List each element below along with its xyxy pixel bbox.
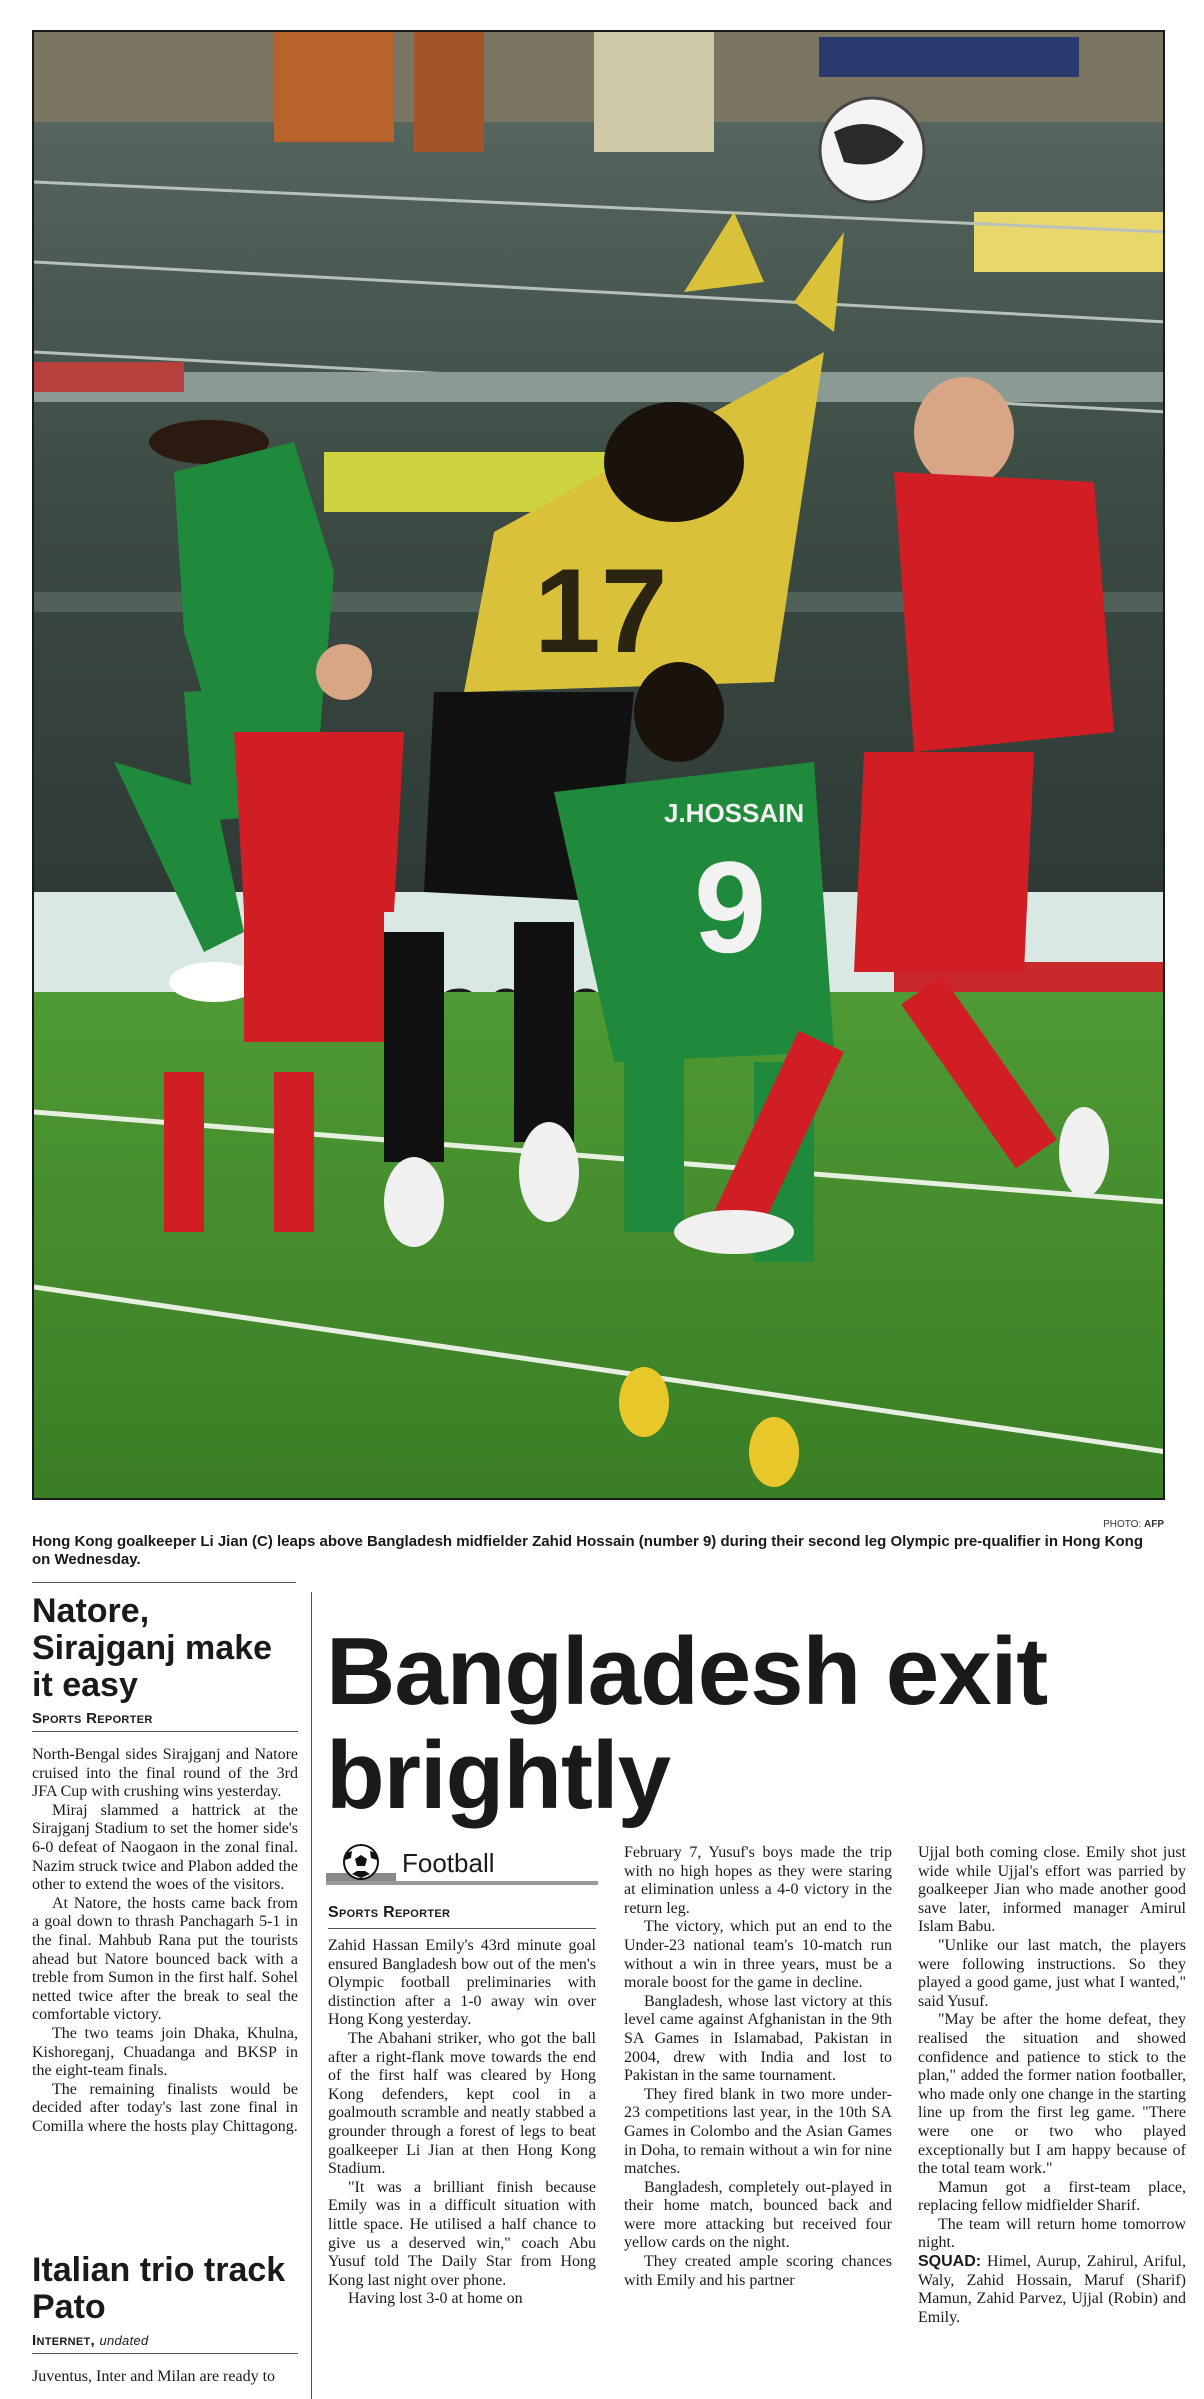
column-body bbox=[918, 1844, 1186, 2327]
paragraph: Bangladesh, completely out-played in their home match, bounced back and were more attacking but received four yellow cards on the night. bbox=[624, 2178, 892, 2252]
headline-line: Bangladesh exit bbox=[326, 1618, 1048, 1725]
sidebar-byline: Internet, undated bbox=[32, 2332, 149, 2349]
kicker-rule bbox=[326, 1881, 598, 1885]
paragraph: The remaining finalists would be decided after today's last zone final in Comilla where the hosts play Chittagong. bbox=[32, 2080, 298, 2135]
squad-list: SQUAD: Himel, Aurup, Zahirul, Ariful, Waly, Zahid Hossain, Maruf (Sharif) Mamun, Zahid Parvez, Ujjal (Robin) and Emily. bbox=[918, 2253, 1187, 2326]
paragraph: "May be after the home defeat, they realised the situation and showed confidence and patience to stick to the plan," added the former nation footballer, who made only one change in the starting line up from the first leg game. "There were one or two who played exceptionally but I am happy because of the total team work." bbox=[918, 2011, 1186, 2178]
section-kicker bbox=[326, 1843, 598, 1883]
main-column-1 bbox=[328, 1904, 596, 2309]
keeper-number: 17 bbox=[534, 544, 668, 678]
main-headline bbox=[326, 1620, 1047, 1828]
section-label: Football bbox=[402, 1848, 495, 1878]
sidebar-body bbox=[32, 1746, 298, 2136]
main-column-3 bbox=[918, 1844, 1186, 2327]
football bbox=[820, 98, 924, 202]
column-body bbox=[328, 1937, 596, 2309]
paragraph: The two teams join Dhaka, Khulna, Kishoreganj, Chuadanga and BKSP in the eight-team finals. bbox=[32, 2024, 298, 2080]
paragraph: Having lost 3-0 at home on bbox=[348, 2290, 523, 2308]
paragraph: North-Bengal sides Sirajganj and Natore cruised into the final round of the 3rd JFA Cup with crushing wins yesterday. bbox=[32, 1746, 298, 1801]
main-byline: Sports Reporter bbox=[328, 1904, 451, 1921]
paragraph: Bangladesh, whose last victory at this level came against Afghanistan in the 9th SA Games in Islamabad, Pakistan in 2004, drew with India and lost to Pakistan in the same tournament. bbox=[624, 1992, 892, 2085]
paragraph: At Natore, the hosts came back from a goal down to thrash Panchagarh 5-1 in the final. Mahbub Rana put the tourists ahead but Natore bounced back with a treble from Sumon in the first half. Sohel netted twice after the break to seal the comfortable victory. bbox=[32, 1894, 298, 2024]
photo-caption: Hong Kong goalkeeper Li Jian (C) leaps above Bangladesh midfielder Zahid Hossain (number 9) during their second leg Olympic pre-qualifier in Hong Kong on Wednesday. bbox=[32, 1533, 1143, 1568]
paragraph: "It was a brilliant finish because Emily was in a difficult situation with little space. He utilised a half chance to give us a deserved win," coach Abu Yusuf told The Daily Star from Hong Kong last night over phone. bbox=[328, 2178, 596, 2289]
sidebar-story-pato bbox=[32, 2252, 298, 2387]
paragraph: Zahid Hassan Emily's 43rd minute goal ensured Bangladesh bow out of the men's Olympic football preliminaries with distinction after a 1-0 away win over Hong Kong yesterday. bbox=[328, 1937, 596, 2029]
paragraph: Mamun got a first-team place, replacing fellow midfielder Sharif. bbox=[918, 2178, 1186, 2215]
byline-rule bbox=[32, 2353, 298, 2354]
paragraph: They created ample scoring chances with Emily and his partner bbox=[624, 2253, 892, 2289]
sidebar-headline: Natore, Sirajganj make it easy bbox=[32, 1592, 273, 1704]
sidebar-headline: Italian trio track Pato bbox=[32, 2251, 286, 2326]
jersey-name: J.HOSSAIN bbox=[664, 798, 805, 828]
football-icon bbox=[326, 1843, 396, 1883]
jersey-number: 9 bbox=[694, 834, 767, 980]
paragraph: Miraj slammed a hattrick at the Sirajganj Stadium to set the homer side's 6-0 defeat of Naogaon in the zonal final. Nazim struck twice and Plabon added the other to extend the woes of the visitors. bbox=[32, 1801, 298, 1894]
match-photo bbox=[32, 30, 1165, 1500]
paragraph: Ujjal both coming close. Emily shot just wide while Ujjal's effort was parried by goalkeeper Jian who made another good save later, informed manager Amirul Islam Babu. bbox=[918, 1844, 1186, 1936]
paragraph: February 7, Yusuf's boys made the trip with no high hopes as they were staring at elimination unless a 4-0 victory in the return leg. bbox=[624, 1844, 892, 1917]
sidebar-top-rule bbox=[32, 1582, 296, 1583]
match-photo-illustration bbox=[34, 32, 1165, 1500]
paragraph: They fired blank in two more under-23 competitions last year, in the 10th SA Games in Colombo and the Asian Games in Doha, to remain without a win for nine matches. bbox=[624, 2085, 892, 2178]
paragraph: The victory, which put an end to the Under-23 national team's 10-match run without a win in three years, must be a morale boost for the game in decline. bbox=[624, 1918, 892, 1992]
paragraph: The team will return home tomorrow night. bbox=[918, 2215, 1186, 2252]
column-body bbox=[624, 1844, 892, 2290]
column-divider bbox=[311, 1592, 312, 2399]
byline-rule bbox=[328, 1928, 596, 1929]
sidebar-story-natore bbox=[32, 1593, 298, 2136]
sidebar-byline: Sports Reporter bbox=[32, 1710, 153, 1727]
byline-rule bbox=[32, 1731, 298, 1732]
paragraph: "Unlike our last match, the players were following instructions. So they played a good game, just what I wanted," said Yusuf. bbox=[918, 1936, 1186, 2010]
main-column-2 bbox=[624, 1844, 892, 2290]
paragraph: Juventus, Inter and Milan are ready to bbox=[32, 2368, 276, 2385]
sidebar-body bbox=[32, 2368, 298, 2387]
paragraph: The Abahani striker, who got the ball after a right-flank move towards the end of the first half was cleared by Hong Kong defenders, kept cool in a goalmouth scramble and neatly stabbed a grounder through a forest of legs to beat goalkeeper Li Jian at then Hong Kong Stadium. bbox=[328, 2029, 596, 2178]
headline-line: brightly bbox=[326, 1722, 670, 1829]
photo-credit: PHOTO: AFP bbox=[1103, 1519, 1164, 1530]
